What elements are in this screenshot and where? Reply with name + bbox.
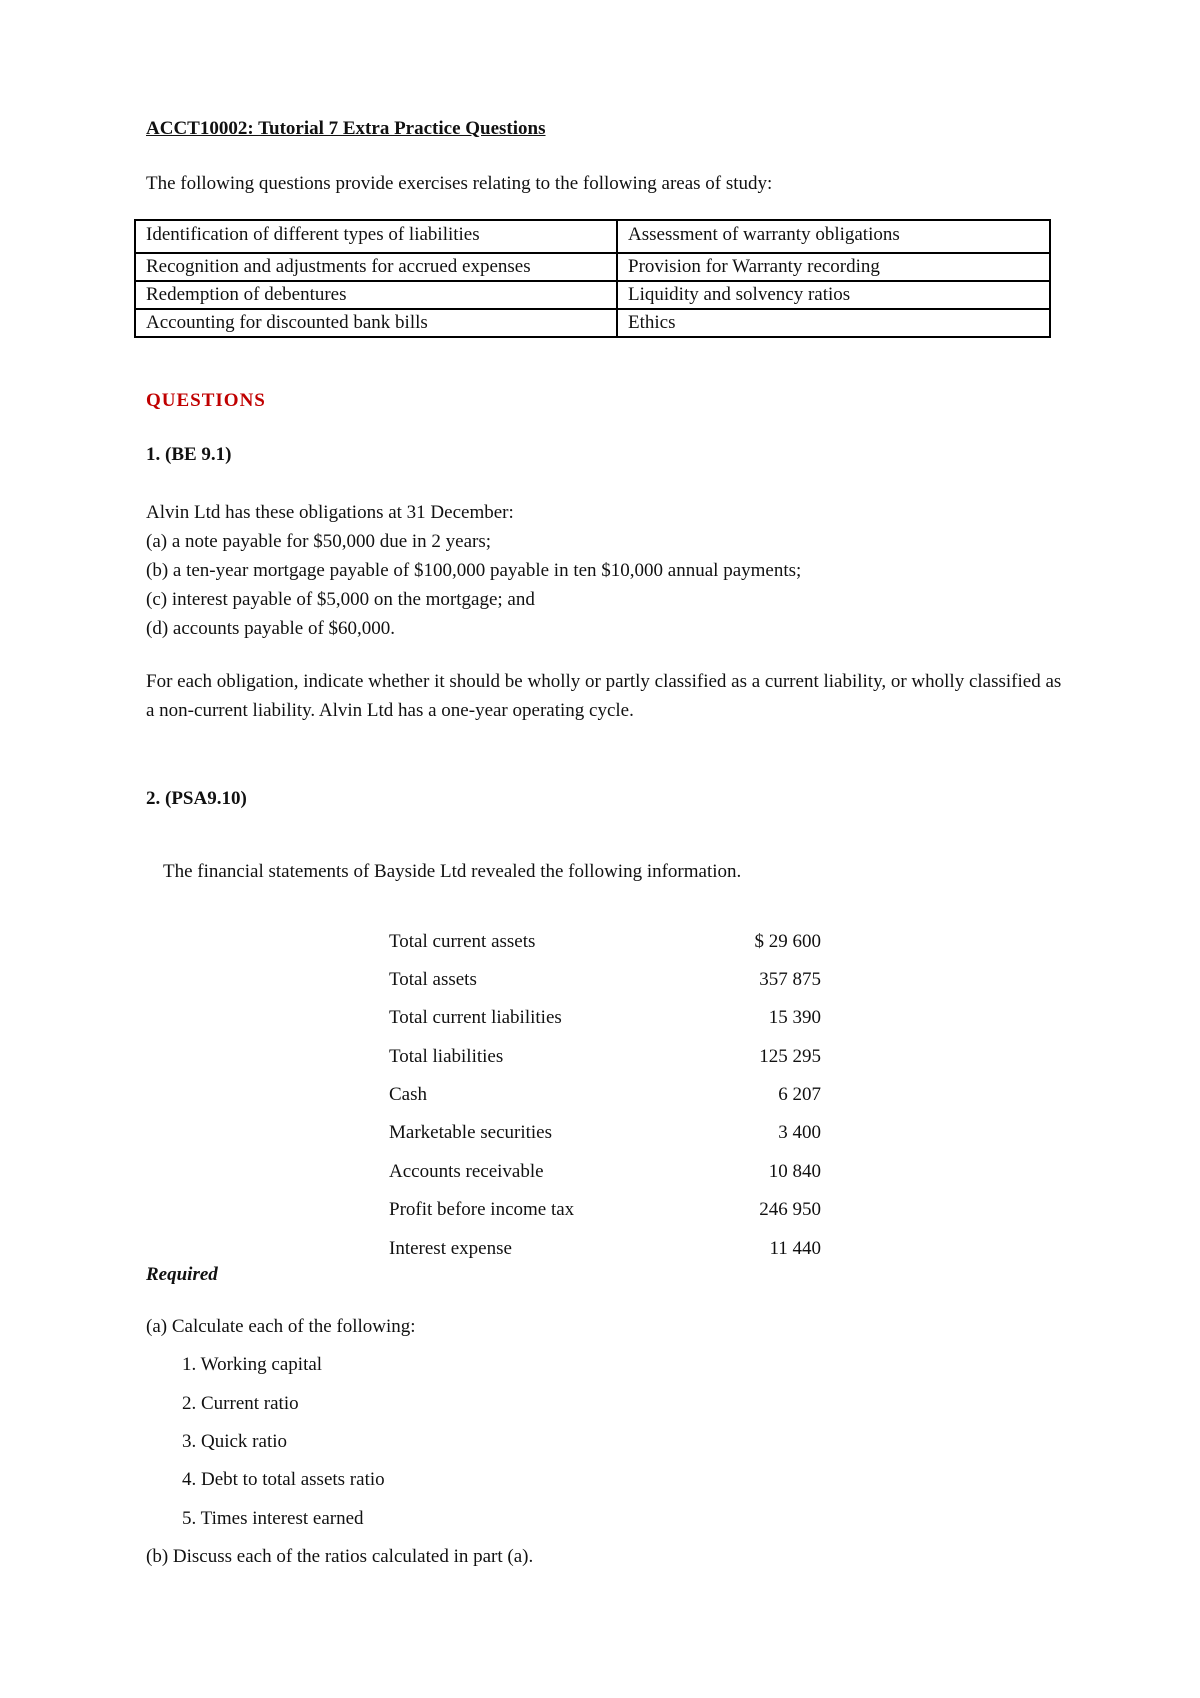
table-cell: Redemption of debentures — [135, 281, 617, 309]
list-item: 4. Debt to total assets ratio — [182, 1469, 385, 1490]
table-cell: Liquidity and solvency ratios — [617, 281, 1050, 309]
financial-label: Total assets — [389, 969, 477, 990]
financial-label: Total current assets — [389, 931, 536, 952]
financial-value: 125 295 — [759, 1046, 821, 1067]
part-b-text: (b) Discuss each of the ratios calculated in part (a). — [146, 1546, 534, 1567]
financial-value: 6 207 — [778, 1084, 821, 1105]
part-a-text: (a) Calculate each of the following: — [146, 1316, 416, 1337]
table-cell: Assessment of warranty obligations — [617, 220, 1050, 253]
list-item: 2. Current ratio — [182, 1393, 299, 1414]
required-label: Required — [146, 1264, 218, 1285]
list-item: Alvin Ltd has these obligations at 31 December: — [146, 502, 514, 523]
list-item: 1. Working capital — [182, 1354, 323, 1375]
financial-label: Cash — [389, 1084, 427, 1105]
table-cell: Provision for Warranty recording — [617, 253, 1050, 281]
table-cell: Ethics — [617, 309, 1050, 337]
list-item: 3. Quick ratio — [182, 1431, 288, 1452]
table-cell: Identification of different types of liabilities — [135, 220, 617, 253]
financial-label: Accounts receivable — [389, 1161, 544, 1182]
financial-value: 15 390 — [768, 1007, 821, 1028]
financial-value: 357 875 — [759, 969, 821, 990]
table-cell: Accounting for discounted bank bills — [135, 309, 617, 337]
question-2-intro: The financial statements of Bayside Ltd revealed the following information. — [163, 861, 742, 882]
list-item: (a) a note payable for $50,000 due in 2 years; — [146, 531, 492, 552]
financial-value: $ 29 600 — [754, 931, 821, 952]
financial-value: 11 440 — [769, 1238, 821, 1259]
study-areas-table — [134, 219, 1051, 338]
section-heading: QUESTIONS — [146, 390, 266, 411]
list-item: (c) interest payable of $5,000 on the mortgage; and — [146, 589, 535, 610]
question-1-heading: 1. (BE 9.1) — [146, 444, 232, 465]
table-row — [135, 253, 1050, 281]
list-item: (b) a ten-year mortgage payable of $100,000 payable in ten $10,000 annual payments; — [146, 560, 802, 581]
table-row — [135, 220, 1050, 253]
financial-label: Marketable securities — [389, 1122, 553, 1143]
financial-value: 3 400 — [778, 1122, 821, 1143]
question-1-instruction: For each obligation, indicate whether it should be wholly or partly classified as a current liability, or wholly classified as a non-current liability. Alvin Ltd has a one-year operating cycle. — [146, 671, 1062, 721]
financial-value: 10 840 — [768, 1161, 821, 1182]
intro-text: The following questions provide exercises relating to the following areas of study: — [146, 173, 773, 194]
table-row — [135, 281, 1050, 309]
document-title: ACCT10002: Tutorial 7 Extra Practice Questions — [146, 118, 546, 139]
financial-value: 246 950 — [759, 1199, 821, 1220]
question-2-heading: 2. (PSA9.10) — [146, 788, 247, 809]
table-cell: Recognition and adjustments for accrued expenses — [135, 253, 617, 281]
financial-label: Interest expense — [389, 1238, 512, 1259]
table-row — [135, 309, 1050, 337]
financial-label: Total liabilities — [389, 1046, 504, 1067]
list-item: (d) accounts payable of $60,000. — [146, 618, 396, 639]
financial-label: Profit before income tax — [389, 1199, 575, 1220]
list-item: 5. Times interest earned — [182, 1508, 364, 1529]
financial-label: Total current liabilities — [389, 1007, 562, 1028]
